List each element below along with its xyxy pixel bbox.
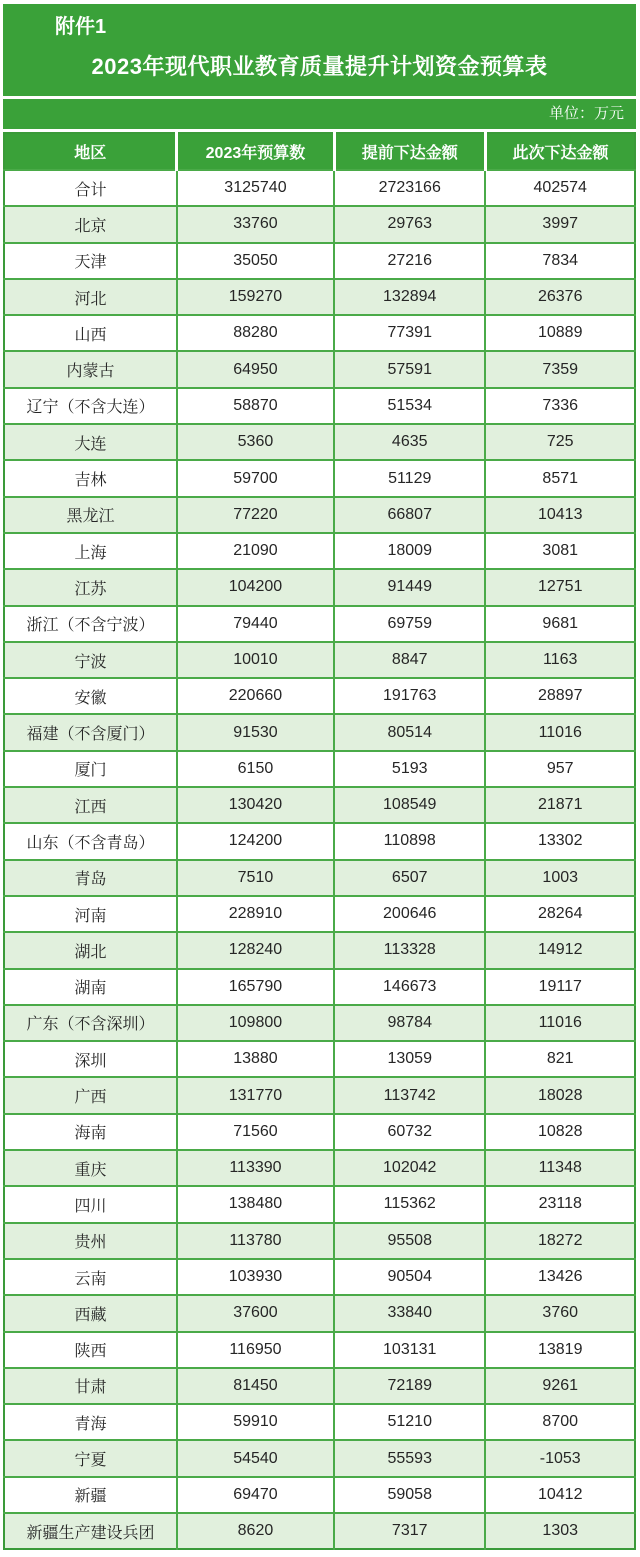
table-row [4,460,635,496]
region-cell: 西藏 [4,1295,177,1331]
value-cell: 21871 [485,787,635,823]
attachment-label: 附件1 [55,16,107,38]
value-cell: 113390 [177,1150,334,1186]
value-cell: 13819 [485,1332,635,1368]
table-row [4,1477,635,1513]
table-row [4,1005,635,1041]
table-row [4,606,635,642]
value-cell: 113328 [334,932,485,968]
value-cell: 23118 [485,1186,635,1222]
value-cell: 13059 [334,1041,485,1077]
unit-note-band [3,99,636,129]
region-cell: 安徽 [4,678,177,714]
value-cell: 191763 [334,678,485,714]
table-row [4,424,635,460]
value-cell: 51210 [334,1404,485,1440]
value-cell: 18272 [485,1223,635,1259]
table-row [4,170,635,206]
value-cell: 11348 [485,1150,635,1186]
table-row [4,969,635,1005]
region-cell: 宁波 [4,642,177,678]
region-cell: 河北 [4,279,177,315]
value-cell: 130420 [177,787,334,823]
value-cell: 8620 [177,1513,334,1549]
value-cell: 27216 [334,243,485,279]
value-cell: 6150 [177,751,334,787]
value-cell: 77220 [177,497,334,533]
value-cell: 7317 [334,1513,485,1549]
value-cell: 12751 [485,569,635,605]
value-cell: 110898 [334,823,485,859]
value-cell: 59700 [177,460,334,496]
value-cell: 402574 [485,170,635,206]
table-row [4,388,635,424]
table-row [4,642,635,678]
value-cell: 103930 [177,1259,334,1295]
value-cell: 146673 [334,969,485,1005]
table-row [4,533,635,569]
table-row [4,315,635,351]
value-cell: 124200 [177,823,334,859]
value-cell: 60732 [334,1114,485,1150]
table-row [4,1114,635,1150]
table-row [4,569,635,605]
region-cell: 天津 [4,243,177,279]
value-cell: 3125740 [177,170,334,206]
region-cell: 青岛 [4,860,177,896]
value-cell: 90504 [334,1259,485,1295]
value-cell: 725 [485,424,635,460]
value-cell: 59058 [334,1477,485,1513]
value-cell: 58870 [177,388,334,424]
table-row [4,1332,635,1368]
value-cell: 91449 [334,569,485,605]
value-cell: 3081 [485,533,635,569]
value-cell: 18009 [334,533,485,569]
value-cell: 28264 [485,896,635,932]
title-banner [3,4,636,96]
region-cell: 广东（不含深圳） [4,1005,177,1041]
value-cell: 7336 [485,388,635,424]
region-cell: 上海 [4,533,177,569]
value-cell: 159270 [177,279,334,315]
value-cell: 21090 [177,533,334,569]
value-cell: 7359 [485,351,635,387]
value-cell: 18028 [485,1077,635,1113]
value-cell: 51129 [334,460,485,496]
table-row [4,751,635,787]
value-cell: 64950 [177,351,334,387]
table-row [4,714,635,750]
table-row [4,1041,635,1077]
region-cell: 山东（不含青岛） [4,823,177,859]
value-cell: 200646 [334,896,485,932]
value-cell: 11016 [485,714,635,750]
value-cell: 54540 [177,1440,334,1476]
table-row [4,1404,635,1440]
value-cell: 116950 [177,1332,334,1368]
value-cell: 59910 [177,1404,334,1440]
value-cell: 1303 [485,1513,635,1549]
value-cell: 13426 [485,1259,635,1295]
value-cell: 113780 [177,1223,334,1259]
table-row [4,243,635,279]
value-cell: 98784 [334,1005,485,1041]
region-cell: 河南 [4,896,177,932]
value-cell: 10889 [485,315,635,351]
region-cell: 贵州 [4,1223,177,1259]
region-cell: 合计 [4,170,177,206]
region-cell: 江苏 [4,569,177,605]
value-cell: 131770 [177,1077,334,1113]
table-row [4,1223,635,1259]
table-row [4,823,635,859]
value-cell: 113742 [334,1077,485,1113]
table-row [4,896,635,932]
value-cell: 2723166 [334,170,485,206]
region-cell: 黑龙江 [4,497,177,533]
region-cell: 福建（不含厦门） [4,714,177,750]
value-cell: 57591 [334,351,485,387]
value-cell: 66807 [334,497,485,533]
value-cell: 69759 [334,606,485,642]
table-row [4,1513,635,1549]
table-row [4,787,635,823]
region-cell: 湖南 [4,969,177,1005]
value-cell: 115362 [334,1186,485,1222]
region-cell: 江西 [4,787,177,823]
region-cell: 山西 [4,315,177,351]
table-row [4,1259,635,1295]
region-cell: 云南 [4,1259,177,1295]
region-cell: 四川 [4,1186,177,1222]
value-cell: 26376 [485,279,635,315]
value-cell: 104200 [177,569,334,605]
region-cell: 新疆生产建设兵团 [4,1513,177,1549]
value-cell: 91530 [177,714,334,750]
value-cell: 55593 [334,1440,485,1476]
region-cell: 厦门 [4,751,177,787]
value-cell: 821 [485,1041,635,1077]
table-row [4,932,635,968]
value-cell: 79440 [177,606,334,642]
region-cell: 新疆 [4,1477,177,1513]
table-row [4,351,635,387]
region-cell: 重庆 [4,1150,177,1186]
value-cell: 220660 [177,678,334,714]
table-row [4,1077,635,1113]
value-cell: 14912 [485,932,635,968]
column-header-advance-amount: 提前下达金额 [334,133,485,170]
table-row [4,678,635,714]
column-header-current-amount: 此次下达金额 [485,133,635,170]
table-header [4,133,635,170]
column-header-region: 地区 [4,133,177,170]
region-cell: 浙江（不含宁波） [4,606,177,642]
value-cell: 29763 [334,206,485,242]
region-cell: 广西 [4,1077,177,1113]
value-cell: 103131 [334,1332,485,1368]
region-cell: 大连 [4,424,177,460]
region-cell: 辽宁（不含大连） [4,388,177,424]
region-cell: 海南 [4,1114,177,1150]
value-cell: 228910 [177,896,334,932]
value-cell: 5360 [177,424,334,460]
value-cell: 9681 [485,606,635,642]
value-cell: 69470 [177,1477,334,1513]
budget-table [3,132,636,1550]
value-cell: 37600 [177,1295,334,1331]
value-cell: 1163 [485,642,635,678]
value-cell: 33840 [334,1295,485,1331]
table-row [4,1295,635,1331]
value-cell: 9261 [485,1368,635,1404]
value-cell: 1003 [485,860,635,896]
table-row [4,1186,635,1222]
table-row [4,1440,635,1476]
value-cell: 8700 [485,1404,635,1440]
value-cell: 109800 [177,1005,334,1041]
table-row [4,1368,635,1404]
value-cell: 35050 [177,243,334,279]
value-cell: 165790 [177,969,334,1005]
table-row [4,279,635,315]
unit-note: 单位：万元 [548,105,624,122]
value-cell: 10413 [485,497,635,533]
value-cell: 80514 [334,714,485,750]
value-cell: 5193 [334,751,485,787]
region-cell: 青海 [4,1404,177,1440]
value-cell: 95508 [334,1223,485,1259]
value-cell: 77391 [334,315,485,351]
value-cell: 19117 [485,969,635,1005]
value-cell: 51534 [334,388,485,424]
value-cell: 108549 [334,787,485,823]
value-cell: 7834 [485,243,635,279]
value-cell: 11016 [485,1005,635,1041]
region-cell: 北京 [4,206,177,242]
value-cell: 10010 [177,642,334,678]
value-cell: 8847 [334,642,485,678]
value-cell: 10828 [485,1114,635,1150]
value-cell: 3760 [485,1295,635,1331]
region-cell: 陕西 [4,1332,177,1368]
value-cell: 138480 [177,1186,334,1222]
region-cell: 深圳 [4,1041,177,1077]
region-cell: 吉林 [4,460,177,496]
value-cell: 10412 [485,1477,635,1513]
value-cell: 13302 [485,823,635,859]
region-cell: 甘肃 [4,1368,177,1404]
value-cell: 7510 [177,860,334,896]
value-cell: 8571 [485,460,635,496]
value-cell: 4635 [334,424,485,460]
table-row [4,860,635,896]
value-cell: 88280 [177,315,334,351]
table-body [4,170,635,1549]
value-cell: 71560 [177,1114,334,1150]
value-cell: 81450 [177,1368,334,1404]
value-cell: 33760 [177,206,334,242]
region-cell: 宁夏 [4,1440,177,1476]
region-cell: 内蒙古 [4,351,177,387]
value-cell: 6507 [334,860,485,896]
page-title: 2023年现代职业教育质量提升计划资金预算表 [91,54,548,79]
table-row [4,497,635,533]
value-cell: 72189 [334,1368,485,1404]
value-cell: 132894 [334,279,485,315]
table-row [4,206,635,242]
value-cell: 13880 [177,1041,334,1077]
value-cell: 128240 [177,932,334,968]
value-cell: 102042 [334,1150,485,1186]
header-row [4,133,635,170]
value-cell: 28897 [485,678,635,714]
table-row [4,1150,635,1186]
value-cell: 957 [485,751,635,787]
column-header-budget-2023: 2023年预算数 [177,133,334,170]
value-cell: -1053 [485,1440,635,1476]
region-cell: 湖北 [4,932,177,968]
value-cell: 3997 [485,206,635,242]
